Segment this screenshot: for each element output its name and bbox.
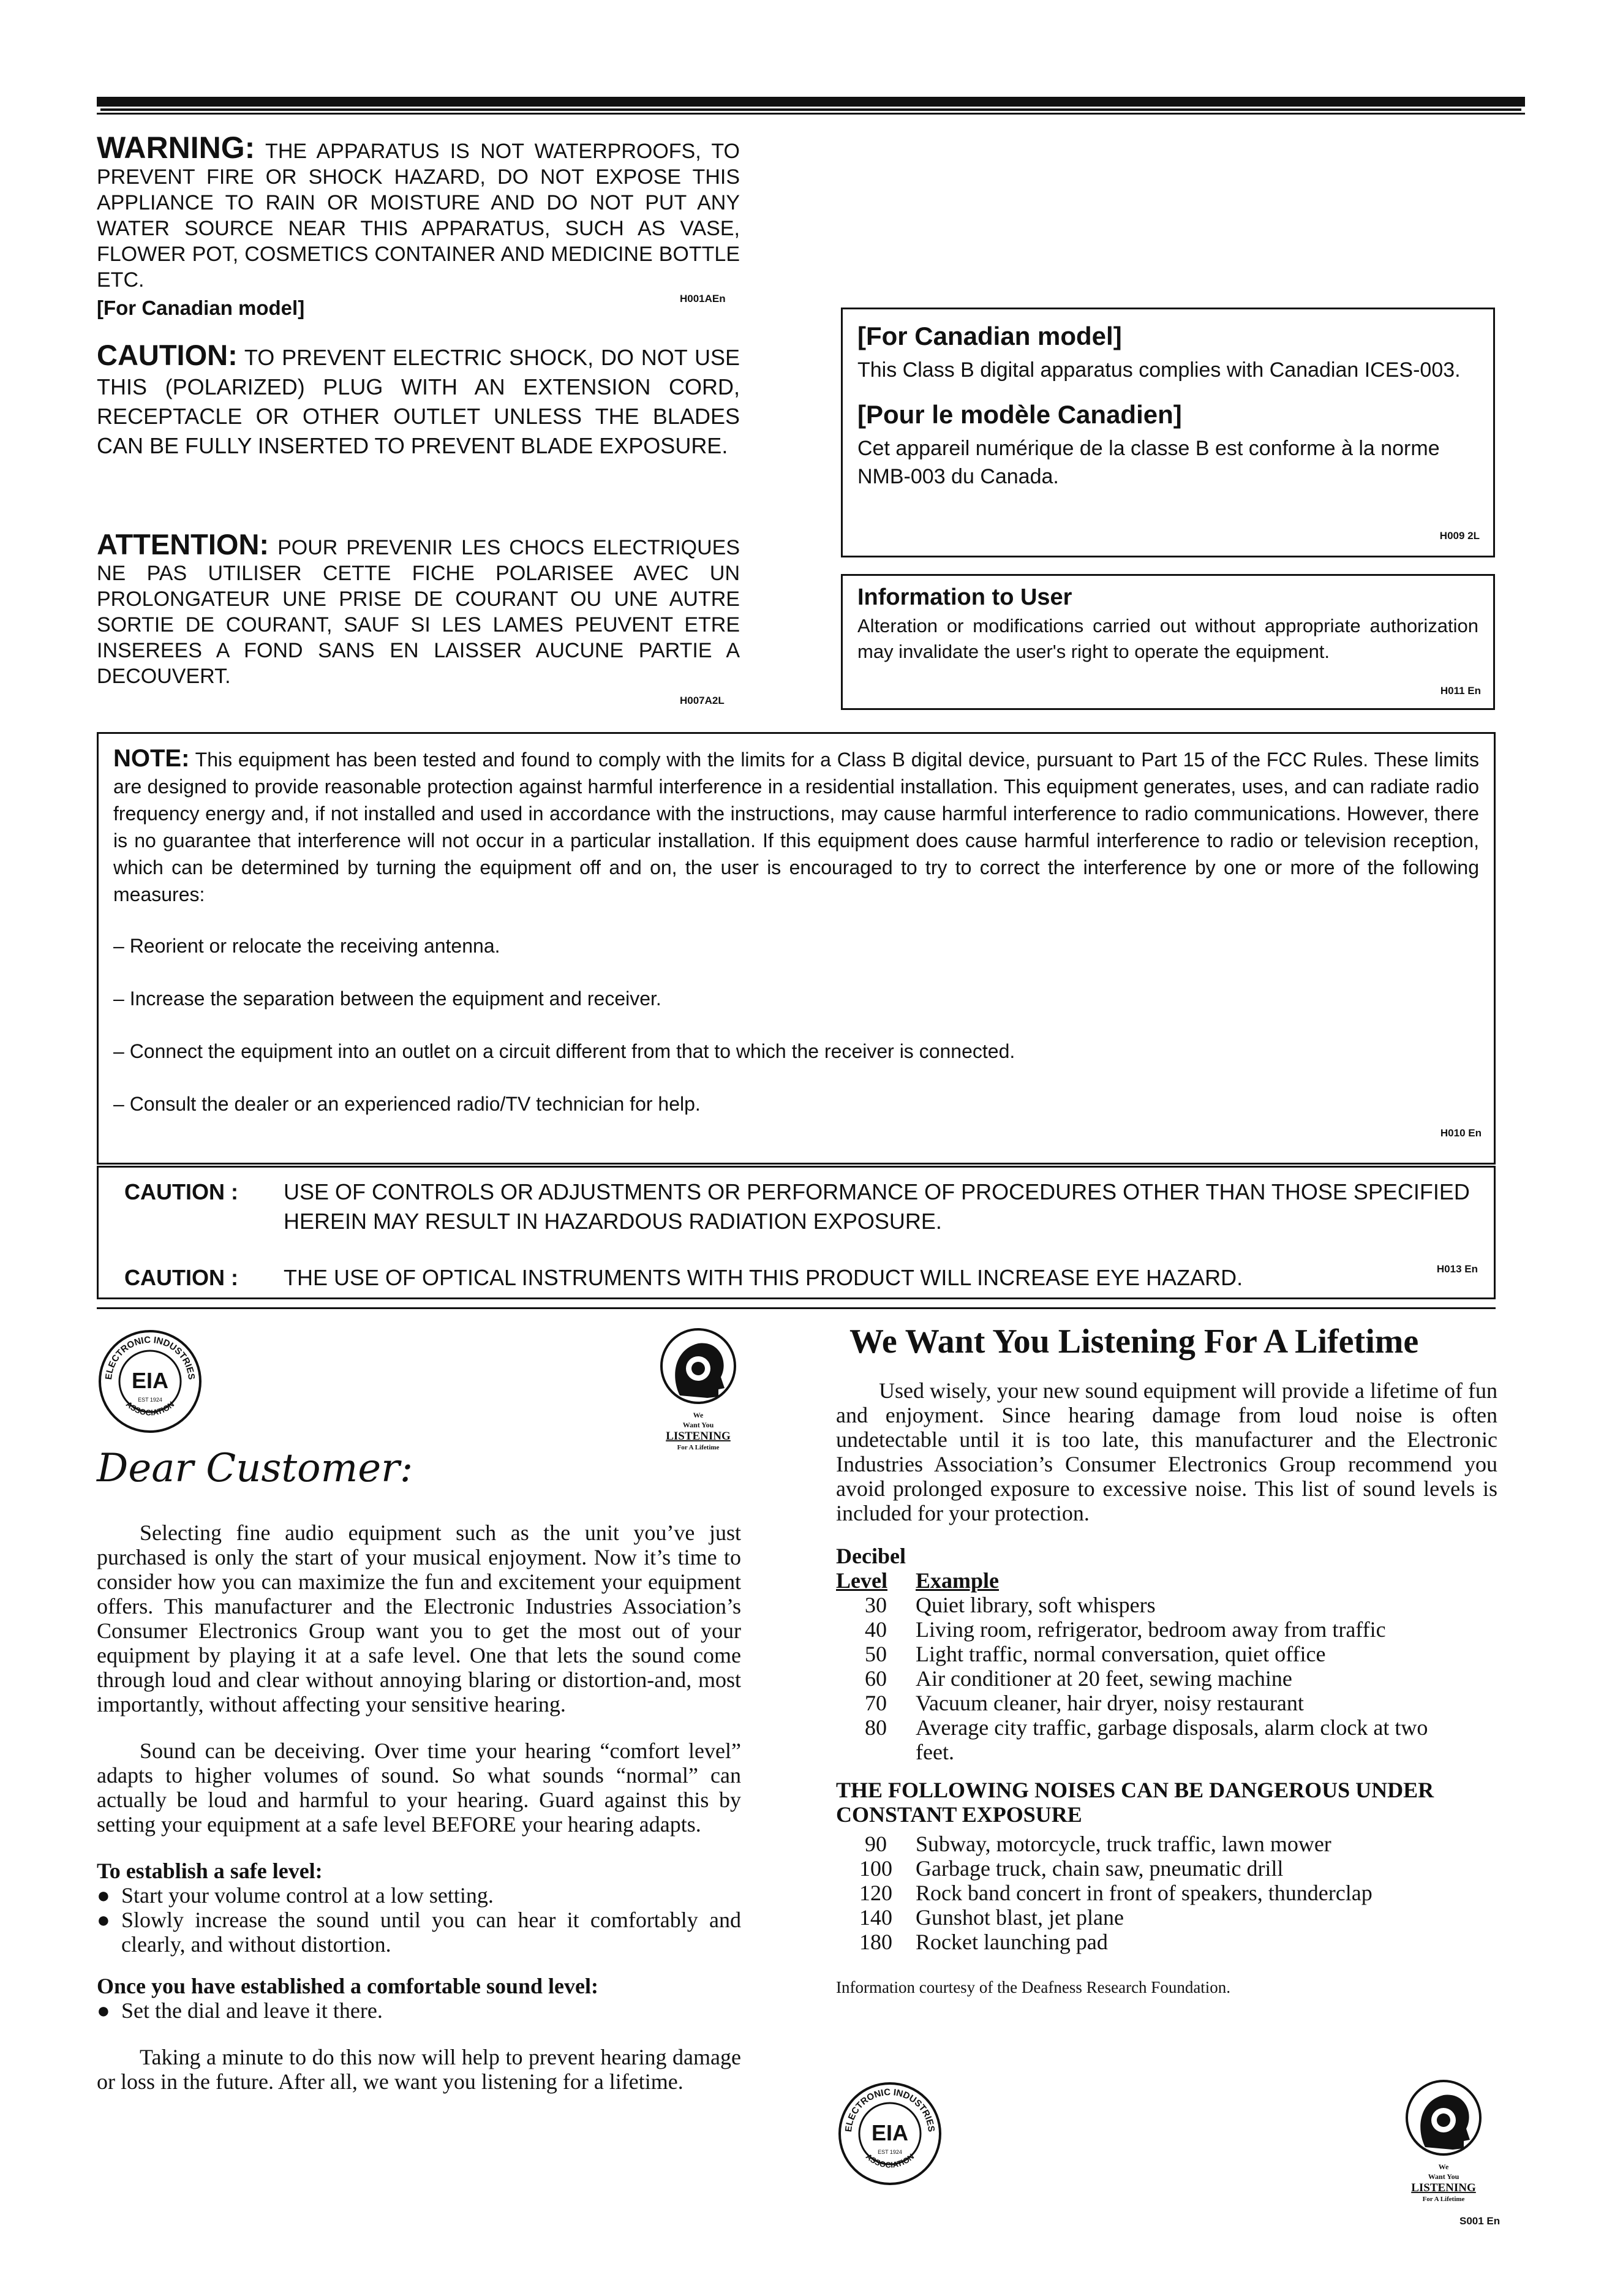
eia-seal-icon [98, 1329, 202, 1433]
comfort-level-heading: Once you have established a comfortable sound level: [97, 1974, 598, 1998]
svg-text:EIA: EIA [871, 2120, 909, 2145]
svg-text:Want You: Want You [1428, 2172, 1459, 2181]
caution-canadian-block [97, 341, 740, 461]
caution-text: THE USE OF OPTICAL INSTRUMENTS WITH THIS PRODUCT WILL INCREASE EYE HAZARD. [284, 1265, 1243, 1290]
table-row: 80 Average city traffic, garbage disposals, alarm clock at two feet. [865, 1715, 1428, 1764]
wisely-paragraph: Used wisely, your new sound equipment will provide a lifetime of fun and enjoyment. Since hearing damage from loud noise is often undetectable until it is too late, this manufacturer and the Electronic Industries Association’s Consumer Electronics Group recommend you avoid prolonged exposure to excessive noise. This list of sound levels is included for your protection. [836, 1378, 1497, 1525]
attention-block [97, 528, 740, 689]
caution-code: H013 En [1436, 1263, 1478, 1275]
bullet-dot-icon: ● [97, 1998, 110, 2023]
svg-text:ASSOCIATION: ASSOCIATION [864, 2151, 916, 2170]
table-row: 60 Air conditioner at 20 feet, sewing machine [865, 1666, 1292, 1691]
note-lead: NOTE: [113, 745, 190, 772]
svg-text:ASSOCIATION: ASSOCIATION [124, 1399, 176, 1418]
listening-logo-bottom [1391, 2080, 1496, 2208]
eia-logo [98, 1329, 202, 1433]
info-heading: Information to User [857, 584, 1072, 610]
info-text: Alteration or modifications carried out without appropriate authorization may invalidate the user's right to operate the equipment. [857, 615, 1478, 662]
table-header: Level Example [836, 1568, 1000, 1593]
caution-label: CAUTION : [124, 1179, 238, 1204]
table-row: 180 Rocket launching pad [859, 1930, 1108, 1954]
measure-item: – Connect the equipment into an outlet on a circuit different from that to which the receiver is connected. [113, 1040, 1015, 1062]
credit-line: Information courtesy of the Deafness Research Foundation. [836, 1978, 1231, 1996]
right-column [836, 1378, 1497, 2000]
top-rule-thin [97, 113, 1525, 115]
caution-text: TO PREVENT ELECTRIC SHOCK, DO NOT USE THIS (POLARIZED) PLUG WITH AN EXTENSION CORD, RECEPTACLE OR OTHER OUTLET UNLESS THE BLADES CAN BE FULLY INSERTED TO PREVENT BLADE EXPOSURE. [97, 345, 740, 458]
caution-text: USE OF CONTROLS OR ADJUSTMENTS OR PERFORMANCE OF PROCEDURES OTHER THAN THOSE SPECIFIED HEREIN MAY RESULT IN HAZARDOUS RADIATION EXPOSURE. [284, 1179, 1470, 1234]
eia-seal-icon [838, 2082, 942, 2186]
table-row: 120 Rock band concert in front of speakers, thunderclap [859, 1881, 1373, 1905]
eia-logo-bottom [838, 2082, 942, 2186]
caution-lead: CAUTION: [97, 339, 238, 371]
table-row: 140 Gunshot blast, jet plane [859, 1905, 1124, 1930]
attention-code: H007A2L [680, 695, 725, 706]
canada-code: H009 2L [1439, 530, 1480, 542]
bullet-dot-icon: ● [97, 1883, 110, 1908]
info-to-user-box [841, 574, 1495, 710]
svg-text:We: We [693, 1411, 704, 1419]
intro-paragraph: Selecting fine audio equipment such as the unit you’ve just purchased is only the start of your musical enjoyment. Now it’s time to consider how you can maximize the fun and excitement your equipment offers. This manufacturer and the Electronic Industries Association’s Consumer Electronics Group want you to get the most out of your equipment by playing it at a safe level. One that lets the sound come through loud and clear without annoying blaring or distortion-and, most importantly, without affecting your sensitive hearing. [97, 1520, 741, 1716]
page-code: S001 En [1459, 2215, 1501, 2227]
note-paragraph [113, 745, 1479, 908]
svg-text:ELECTRONIC INDUSTRIES: ELECTRONIC INDUSTRIES [103, 1334, 197, 1381]
listening-logo [646, 1328, 750, 1457]
svg-text:Want You: Want You [682, 1421, 714, 1429]
table-row: 40 Living room, refrigerator, bedroom away from traffic [865, 1617, 1386, 1642]
svg-text:EIA: EIA [131, 1368, 169, 1393]
warning-text: THE APPARATUS IS NOT WATERPROOFS, TO PREVENT FIRE OR SHOCK HAZARD, DO NOT EXPOSE THIS APPLIANCE TO RAIN OR MOISTURE AND DO NOT PUT ANY WATER SOURCE NEAR THIS APPARATUS, SUCH AS VASE, FLOWER POT, COSMETICS CONTAINER AND MEDICINE BOTTLE ETC. [97, 140, 740, 292]
head-listening-icon [646, 1328, 750, 1457]
canada-text-en: This Class B digital apparatus complies with Canadian ICES-003. [857, 358, 1461, 382]
svg-text:ELECTRONIC INDUSTRIES: ELECTRONIC INDUSTRIES [843, 2086, 937, 2133]
svg-text:For A Lifetime: For A Lifetime [677, 1444, 720, 1451]
measure-item: – Increase the separation between the equipment and receiver. [113, 988, 661, 1010]
bullet-item: ● Set the dial and leave it there. [97, 1998, 383, 2023]
warning-lead: WARNING: [97, 130, 255, 165]
left-column [97, 1520, 741, 2116]
measure-item: – Reorient or relocate the receiving antenna. [113, 935, 500, 957]
attention-text: POUR PREVENIR LES CHOCS ELECTRIQUES NE PAS UTILISER CETTE FICHE POLARISEE AVEC UN PROLONGATEUR UNE PRISE DE COURANT OU UNE AUTRE SORTIE DE COURANT, SAUF SI LES LAMES PEUVENT ETRE INSEREES A FOND SANS EN LAISSER AUCUNE PARTIE A DECOUVERT. [97, 536, 740, 688]
svg-text:For A Lifetime: For A Lifetime [1422, 2196, 1465, 2203]
table-header: Decibel [836, 1544, 906, 1568]
lifetime-title: We Want You Listening For A Lifetime [849, 1323, 1419, 1361]
table-row: 30 Quiet library, soft whispers [865, 1593, 1156, 1617]
closing-paragraph: Taking a minute to do this now will help to prevent hearing damage or loss in the future. After all, we want you listening for a lifetime. [97, 2045, 741, 2094]
head-listening-icon [1391, 2080, 1496, 2208]
danger-heading: THE FOLLOWING NOISES CAN BE DANGEROUS UNDER CONSTANT EXPOSURE [836, 1778, 1434, 1827]
table-row: 50 Light traffic, normal conversation, quiet office [865, 1642, 1326, 1666]
radiation-caution-box [97, 1166, 1496, 1299]
table-row: 70 Vacuum cleaner, hair dryer, noisy restaurant [865, 1691, 1304, 1715]
decibel-table [836, 1544, 1497, 1954]
note-text: This equipment has been tested and found to comply with the limits for a Class B digital device, pursuant to Part 15 of the FCC Rules. These limits are designed to provide reasonable protection against harmful interference in a residential installation. This equipment generates, uses, and can radiate radio frequency energy and, if not installed and used in accordance with the instructions, may cause harmful interference to radio communications. However, there is no guarantee that interference will not occur in a particular installation. If this equipment does cause harmful interference to radio or television reception, which can be determined by turning the equipment off and on, the user is encouraged to try to correct the interference by one or more of the following measures: [113, 749, 1480, 905]
canada-text-fr: Cet appareil numérique de la classe B est conforme à la norme NMB-003 du Canada. [857, 437, 1440, 488]
fcc-note-box [97, 732, 1496, 1165]
svg-text:We: We [1438, 2162, 1449, 2171]
canadian-model-label: [For Canadian model] [97, 296, 305, 319]
info-code: H011 En [1440, 685, 1481, 697]
bullet-dot-icon: ● [97, 1908, 110, 1932]
warning-code: H001AEn [680, 293, 726, 304]
caution-row-2 [124, 1263, 1475, 1293]
warning-block [97, 130, 740, 293]
bullet-item: ● Start your volume control at a low setting. [97, 1883, 494, 1908]
canada-heading-fr: [Pour le modèle Canadien] [857, 400, 1182, 429]
svg-text:EST 1924: EST 1924 [878, 2149, 902, 2155]
svg-text:LISTENING: LISTENING [666, 1430, 731, 1443]
top-rule-thick [97, 97, 1525, 108]
canada-compliance-box [841, 308, 1495, 557]
deceiving-paragraph: Sound can be deceiving. Over time your hearing “comfort level” adapts to higher volumes of sound. So what sounds “normal” can actually be loud and harmful to your hearing. Guard against this by setting your equipment at a safe level BEFORE your hearing adapts. [97, 1739, 741, 1837]
caution-label: CAUTION : [124, 1265, 238, 1290]
dear-customer-heading: Dear Customer: [97, 1446, 413, 1491]
safe-level-heading: To establish a safe level: [97, 1859, 323, 1883]
attention-lead: ATTENTION: [97, 528, 269, 561]
bullet-item: ● Slowly increase the sound until you can hear it comfortably and clearly, and without distortion. [97, 1908, 741, 1957]
table-row: 90 Subway, motorcycle, truck traffic, lawn mower [865, 1832, 1331, 1856]
measure-item: – Consult the dealer or an experienced radio/TV technician for help. [113, 1093, 701, 1115]
svg-text:LISTENING: LISTENING [1411, 2181, 1476, 2194]
canada-heading-en: [For Canadian model] [857, 322, 1122, 350]
caution-row-1 [124, 1177, 1475, 1236]
svg-text:EST 1924: EST 1924 [138, 1397, 162, 1403]
section-divider [97, 1307, 1496, 1309]
table-row: 100 Garbage truck, chain saw, pneumatic drill [859, 1856, 1284, 1881]
note-code: H010 En [1440, 1127, 1482, 1139]
